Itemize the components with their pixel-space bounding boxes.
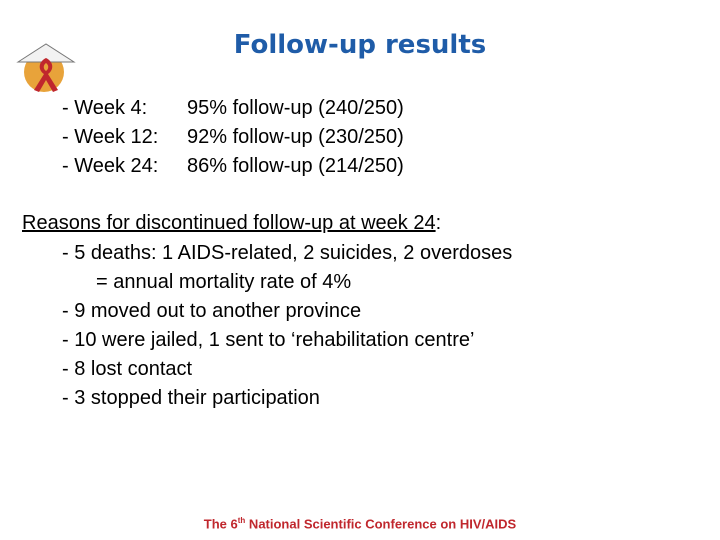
followup-value-week12: 92% follow-up (230/250) xyxy=(187,126,404,148)
followup-label-week12: - Week 12: xyxy=(62,126,159,148)
slide-title: Follow-up results xyxy=(233,30,487,60)
followup-value-week4: 95% follow-up (240/250) xyxy=(187,97,404,119)
footer-text-post: National Scientific Conference on HIV/AIDS xyxy=(245,516,517,532)
footer-text-sup: th xyxy=(237,516,246,525)
conference-footer xyxy=(0,516,720,531)
followup-label-week24: - Week 24: xyxy=(62,155,159,177)
followup-value-week24: 86% follow-up (214/250) xyxy=(187,155,404,177)
reasons-heading-text: Reasons for discontinued follow-up at week 24 xyxy=(22,212,436,234)
reason-item-jailed: - 10 were jailed, 1 sent to ‘rehabilitation centre’ xyxy=(62,329,475,351)
footer-text-pre: The 6 xyxy=(203,516,238,532)
reasons-heading-colon: : xyxy=(435,212,442,234)
reason-item-deaths: - 5 deaths: 1 AIDS-related, 2 suicides, 2 overdoses xyxy=(62,242,513,264)
reason-item-moved: - 9 moved out to another province xyxy=(62,300,362,322)
reasons-heading xyxy=(22,211,441,235)
reason-item-mortality: = annual mortality rate of 4% xyxy=(96,271,352,293)
followup-label-week4: - Week 4: xyxy=(62,97,148,119)
reason-item-lost-contact: - 8 lost contact xyxy=(62,358,193,380)
reason-item-stopped: - 3 stopped their participation xyxy=(62,387,320,409)
